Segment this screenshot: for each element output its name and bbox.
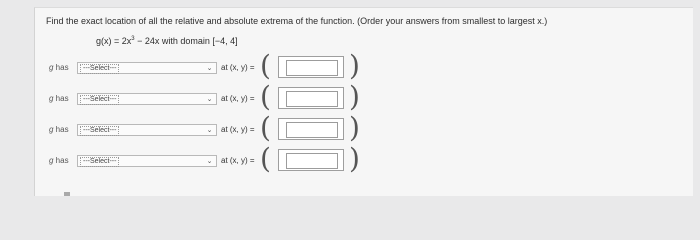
at-point-label: at (x, y) = [221, 156, 255, 165]
function-exponent: 3 [131, 36, 135, 42]
right-paren: ) [349, 80, 360, 113]
left-paren: ( [260, 49, 271, 82]
chevron-down-icon: ⌄ [206, 65, 213, 72]
row-label [49, 94, 69, 103]
extrema-row-3 [49, 111, 360, 144]
at-point-label: at (x, y) = [221, 125, 255, 134]
row-label-var: g [49, 63, 54, 72]
right-paren: ) [349, 142, 360, 175]
row-label-var: g [49, 125, 54, 134]
answer-input[interactable] [286, 122, 338, 138]
select-value: ---Select--- [80, 64, 119, 74]
left-paren: ( [260, 111, 271, 144]
answer-box [278, 56, 344, 78]
extrema-type-select[interactable] [77, 124, 217, 136]
row-label [49, 156, 69, 165]
row-label [49, 63, 69, 72]
function-expression [96, 36, 238, 46]
row-label [49, 125, 69, 134]
question-text: Find the exact location of all the relative and absolute extrema of the function. (Order your answers from smallest to largest x.) [46, 16, 548, 26]
chevron-down-icon: ⌄ [206, 96, 213, 103]
row-label-has: has [53, 94, 69, 103]
right-paren: ) [349, 49, 360, 82]
row-label-var: g [49, 94, 54, 103]
answer-input[interactable] [286, 60, 338, 76]
select-value: ---Select--- [80, 126, 119, 136]
answer-box [278, 87, 344, 109]
extrema-type-select[interactable] [77, 62, 217, 74]
select-value: ---Select--- [80, 95, 119, 105]
chevron-down-icon: ⌄ [206, 158, 213, 165]
function-rest: − 24x with domain [−4, 4] [134, 36, 238, 46]
answer-box [278, 149, 344, 171]
extrema-row-1 [49, 49, 360, 82]
left-paren: ( [260, 142, 271, 175]
scroll-indicator [64, 192, 70, 196]
answer-box [278, 118, 344, 140]
extrema-type-select[interactable] [77, 155, 217, 167]
row-label-has: has [53, 125, 69, 134]
at-point-label: at (x, y) = [221, 94, 255, 103]
extrema-row-4 [49, 142, 360, 175]
extrema-row-2 [49, 80, 360, 113]
right-paren: ) [349, 111, 360, 144]
chevron-down-icon: ⌄ [206, 127, 213, 134]
function-lhs: g(x) = 2x [96, 36, 132, 46]
row-label-has: has [53, 156, 69, 165]
answer-input[interactable] [286, 153, 338, 169]
left-paren: ( [260, 80, 271, 113]
extrema-type-select[interactable] [77, 93, 217, 105]
answer-input[interactable] [286, 91, 338, 107]
select-value: ---Select--- [80, 157, 119, 167]
row-label-has: has [53, 63, 69, 72]
at-point-label: at (x, y) = [221, 63, 255, 72]
row-label-var: g [49, 156, 54, 165]
